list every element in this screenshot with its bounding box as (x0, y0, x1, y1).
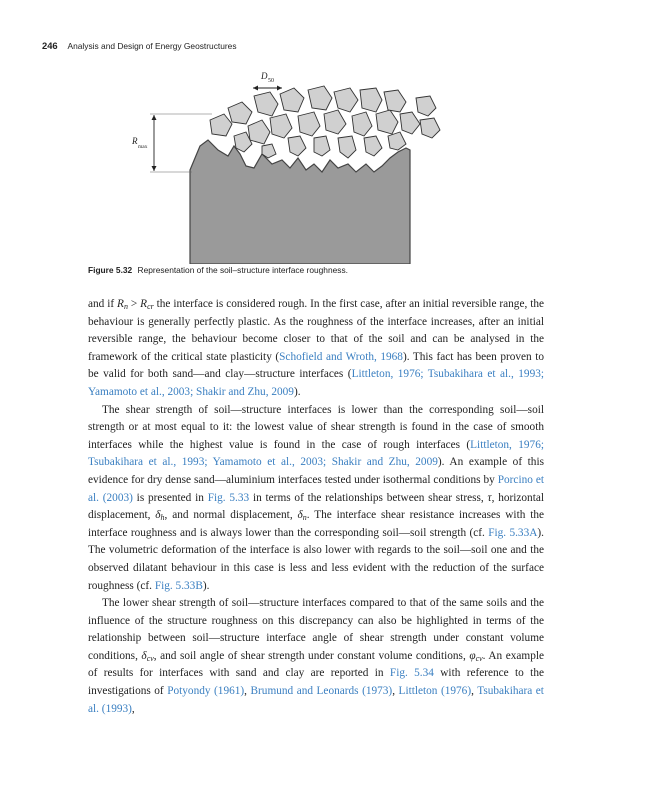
subscript: n (123, 302, 128, 311)
paragraph-2 (88, 402, 544, 596)
running-header (42, 40, 237, 51)
text-run: , (244, 685, 251, 698)
book-title: Analysis and Design of Energy Geostructures (67, 41, 237, 51)
text-run: in terms of the relationships between shear stress, (249, 491, 488, 504)
text-run: , (471, 685, 478, 698)
text-run: . An example of results for interfaces with sand and clay are reported in (88, 649, 544, 680)
text-run: , and normal displacement, (164, 509, 298, 522)
math-symbol: R (140, 298, 148, 310)
citation-link[interactable]: Porcino et al. (2003) (88, 473, 544, 504)
citation-link[interactable]: Fig. 5.33A (488, 526, 538, 539)
text-run: The lower shear strength of soil—structure interfaces compared to that of the same soils and the influence of the structure roughness on this discrepancy can also be highlighted in terms of the relationship between soil—structure interface angle of shear strength under constant volume conditions, (88, 597, 544, 662)
citation-link[interactable]: Fig. 5.33B (154, 579, 203, 592)
citation-link[interactable]: Potyondy (1961) (167, 685, 245, 698)
math-symbol: δ (141, 649, 147, 662)
figure-caption (88, 265, 348, 275)
page-number: 246 (42, 40, 58, 51)
text-run: with reference to the investigations of (88, 667, 544, 698)
text-run: ). An example of this evidence for dry dense sand—aluminium interfaces tested under isothermal conditions by (88, 456, 544, 486)
caption-label: Figure 5.32 (88, 265, 133, 275)
text-run: > (127, 298, 141, 310)
rmax-label: R (132, 136, 138, 146)
math-symbol: δ (297, 509, 303, 522)
math-symbol: τ (487, 491, 492, 504)
subscript: cv (475, 653, 483, 663)
citation-link[interactable]: Fig. 5.34 (389, 667, 434, 680)
text-run: ). This fact has been proven to be valid for both sand—and clay—structure interfaces ( (88, 350, 544, 381)
body-text (88, 296, 544, 718)
soil-grains (210, 86, 440, 158)
citation-link[interactable]: Brumund and Leonards (1973) (250, 685, 393, 698)
d50-label: D (261, 71, 268, 81)
paragraph-1 (88, 296, 544, 402)
paragraph-3 (88, 595, 544, 718)
figure-5-32 (120, 68, 500, 264)
text-run: ). (202, 579, 210, 592)
citation-link[interactable]: Littleton (1976) (398, 685, 472, 698)
text-run: the interface is considered rough. In the first case, after an initial reversible range, the behaviour is generally perfectly plastic. As the roughness of the interface increases, after an initial reversible range, the behaviour become closer to that of the soil and can be analysed in the framework of the critical state plasticity ( (88, 298, 544, 363)
citation-link[interactable]: Littleton, 1976; Tsubakihara et al., 1993; Yamamoto et al., 2003; Shakir and Zhu, 2009 (88, 438, 544, 469)
text-run: is presented in (132, 491, 208, 504)
text-run: ). The volumetric deformation of the interface is also lower with regards to the soil—soil one and the observed dilatant behaviour in this case is less and less evident with the reduction of the surface roughness (cf. (88, 526, 544, 592)
text-run: , (131, 702, 135, 715)
d50-subscript: 50 (268, 78, 274, 84)
text-run: The shear strength of soil—structure interfaces is lower than the corresponding soil—soil strength or at most equal to it: the lowest value of shear strength is found in the case of smooth interfaces while the highest value is found in the case of rough interfaces ( (88, 403, 544, 451)
math-symbol: δ (155, 509, 161, 522)
structure-profile (190, 140, 410, 264)
text-run: and if (88, 298, 118, 310)
text-run: ). (293, 385, 301, 398)
citation-link[interactable]: Fig. 5.33 (207, 491, 250, 504)
caption-text: Representation of the soil–structure interface roughness. (137, 265, 348, 275)
rmax-subscript: max (138, 144, 148, 150)
text-run: , horizontal displacement, (88, 491, 544, 522)
text-run: . The interface shear resistance increases with the interface roughness and is always lower than the corresponding soil—soil strength (cf. (88, 509, 545, 539)
citation-link[interactable]: Schofield and Wroth, 1968 (279, 350, 403, 363)
citation-link[interactable]: Littleton, 1976; Tsubakihara et al., 1993; Yamamoto et al., 2003; Shakir and Zhu, 2009 (88, 368, 544, 398)
subscript: cv (146, 653, 154, 663)
subscript: h (160, 513, 165, 523)
subscript: n (302, 513, 307, 523)
citation-link[interactable]: Tsubakihara et al. (1993) (88, 685, 544, 715)
text-run: , (392, 685, 399, 698)
math-symbol: φ (469, 649, 476, 662)
text-run: , and soil angle of shear strength under constant volume conditions, (153, 649, 470, 662)
subscript: cr (147, 302, 154, 311)
math-symbol: R (117, 298, 124, 310)
